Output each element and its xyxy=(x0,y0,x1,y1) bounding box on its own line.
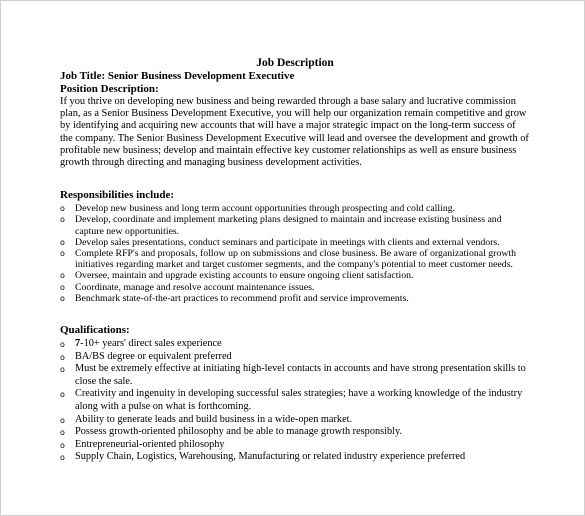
qualification-text: Ability to generate leads and build business in a wide-open market. xyxy=(75,413,353,425)
list-item xyxy=(60,439,530,452)
qualifications-heading: Qualifications: xyxy=(60,324,130,337)
bullet-icon: o xyxy=(60,237,65,247)
position-description-text: If you thrive on developing new business and being rewarded through a base salary and lucrative commission plan, as a Senior Business Development Executive, you will help our organization remain competitive and grow by identifying and acquiring new accounts that will have a major strategic impact on the long-term success of the company. The Senior Business Development Executive will lead and oversee the development and growth of profitable new business; develop and maintain effective key customer relationships as well as ensure business growth through directing and managing business development activities. xyxy=(60,96,529,169)
section-gap xyxy=(60,304,530,324)
list-item xyxy=(60,270,530,281)
responsibility-text: Oversee, maintain and upgrade existing accounts to ensure ongoing client satisfaction. xyxy=(75,270,414,282)
list-item xyxy=(60,414,530,427)
qualification-text: Supply Chain, Logistics, Warehousing, Manufacturing or related industry experience preferred xyxy=(75,451,466,463)
position-description-heading: Position Description: xyxy=(60,83,159,95)
responsibility-text: Complete RFP's and proposals, follow up on submissions and close business. Be aware of organizational growth initiatives regarding market and target customer segments, and the company's potential to meet customer needs. xyxy=(75,248,517,271)
list-item xyxy=(60,426,530,439)
bullet-icon: o xyxy=(60,428,65,438)
list-item xyxy=(60,363,530,388)
qualifications-list xyxy=(60,338,530,464)
bullet-icon: o xyxy=(60,204,65,214)
list-item xyxy=(60,451,530,464)
list-item xyxy=(60,388,530,413)
bullet-icon: o xyxy=(60,340,65,350)
list-item xyxy=(60,214,530,236)
bullet-icon: o xyxy=(60,282,65,292)
bullet-icon: o xyxy=(60,365,65,375)
qualification-bold: 7 xyxy=(75,338,81,350)
list-item xyxy=(60,203,530,214)
document-content xyxy=(60,57,530,464)
responsibilities-heading: Responsibilities include: xyxy=(60,189,174,202)
list-item xyxy=(60,293,530,304)
section-gap xyxy=(60,169,530,189)
qualification-text: -10+ years' direct sales experience xyxy=(80,338,222,350)
qualification-text: Entrepreneurial-oriented philosophy xyxy=(75,438,225,450)
list-item xyxy=(60,351,530,364)
bullet-icon: o xyxy=(60,249,65,259)
responsibility-text: Coordinate, manage and resolve account maintenance issues. xyxy=(75,281,315,293)
job-title: Job Title: Senior Business Development Executive xyxy=(60,70,295,82)
list-item xyxy=(60,237,530,248)
responsibility-text: Develop new business and long term account opportunities through prospecting and cold calling. xyxy=(75,203,456,215)
bullet-icon: o xyxy=(60,293,65,303)
document-title: Job Description xyxy=(256,57,334,69)
responsibility-text: Benchmark state-of-the-art practices to recommend profit and service improvements. xyxy=(75,292,409,304)
bullet-icon: o xyxy=(60,440,65,450)
list-item xyxy=(60,282,530,293)
bullet-icon: o xyxy=(60,352,65,362)
bullet-icon: o xyxy=(60,215,65,225)
responsibility-text: Develop sales presentations, conduct seminars and participate in meetings with clients and external vendors. xyxy=(75,236,500,248)
bullet-icon: o xyxy=(60,390,65,400)
bullet-icon: o xyxy=(60,271,65,281)
list-item xyxy=(60,248,530,270)
bullet-icon: o xyxy=(60,415,65,425)
qualification-text: BA/BS degree or equivalent preferred xyxy=(75,350,232,362)
bullet-icon: o xyxy=(60,453,65,463)
list-item xyxy=(60,338,530,351)
responsibilities-list xyxy=(60,203,530,304)
responsibility-text: Develop, coordinate and implement marketing plans designed to maintain and increase existing business and capture new opportunities. xyxy=(75,214,502,237)
qualification-text: Creativity and ingenuity in developing successful sales strategies; have a working knowledge of the industry along with a pulse on what is forthcoming. xyxy=(75,388,523,413)
qualification-text: Must be extremely effective at initiating high-level contacts in accounts and have strong presentation skills to close the sale. xyxy=(75,363,526,387)
qualification-text: Possess growth-oriented philosophy and be able to manage growth responsibly. xyxy=(75,426,403,438)
